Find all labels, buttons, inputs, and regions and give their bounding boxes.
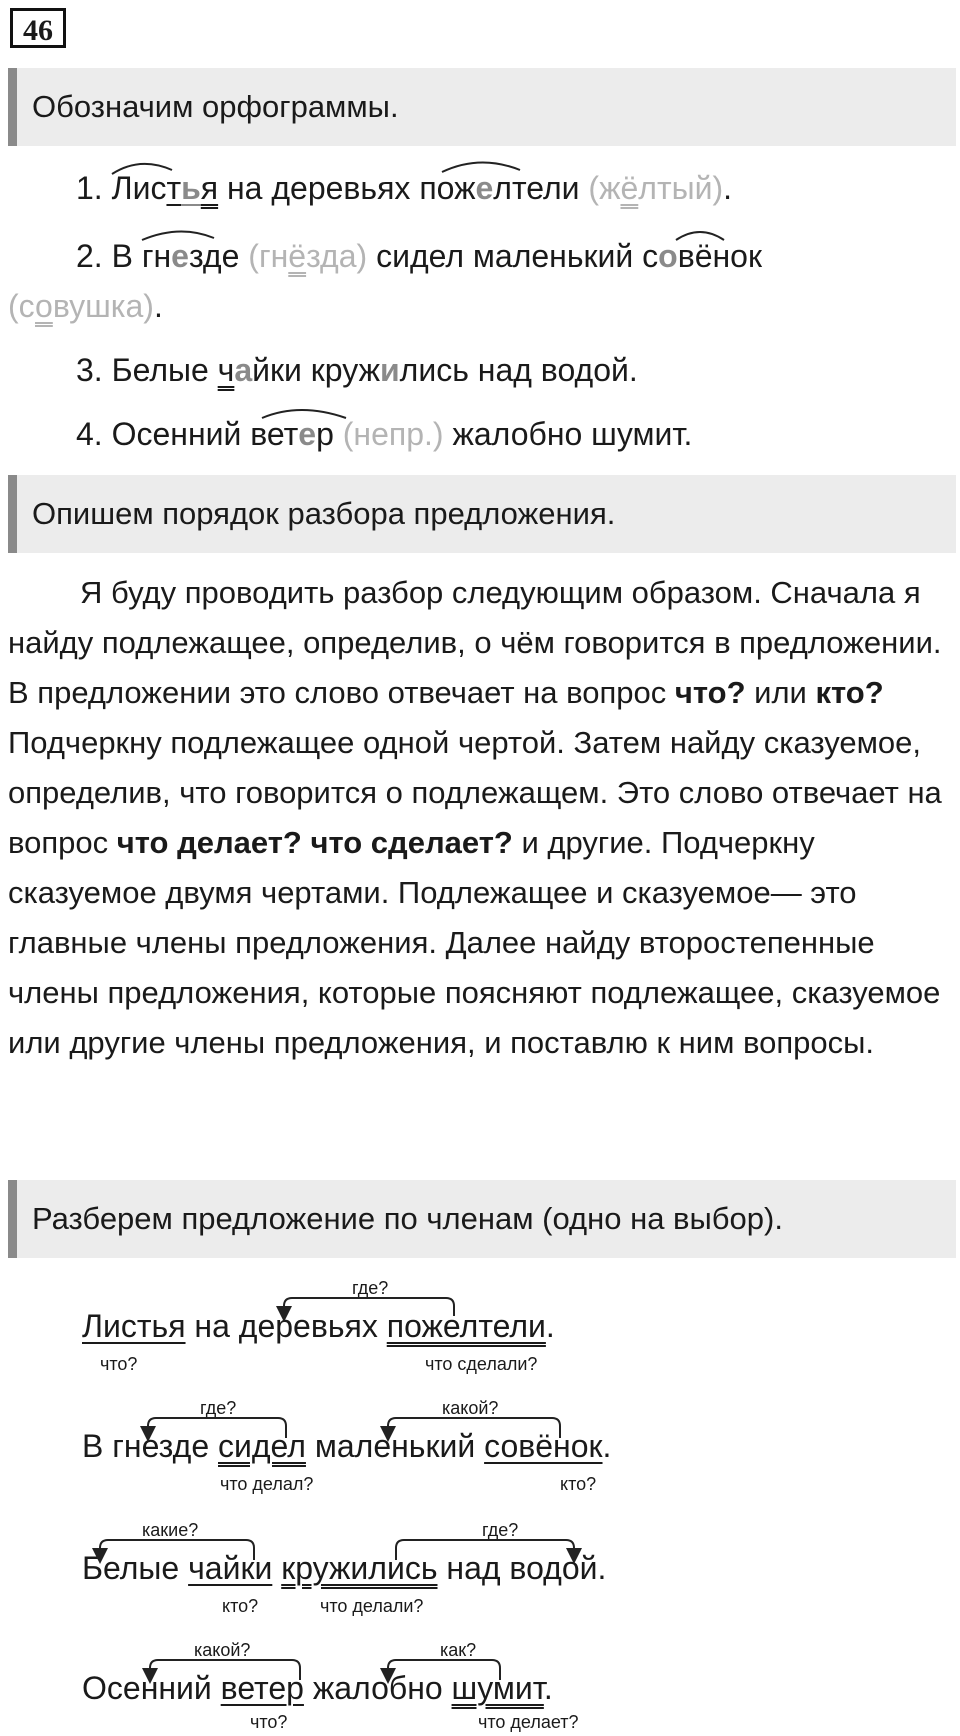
- question-label: где?: [352, 1278, 389, 1298]
- hint-gnezda: (гнёзда): [239, 238, 368, 274]
- orthogram-sentence-1: 1. Листья на деревьях пожелтели (жёлтый).: [76, 170, 733, 206]
- predicate-word: сидел: [218, 1428, 306, 1464]
- parsed-sentence-2: В гнезде сидел маленький совёнок.: [82, 1428, 612, 1464]
- subject-word: совёнок: [484, 1428, 603, 1464]
- word-listya: Листья: [111, 170, 219, 206]
- question-label: что делал?: [220, 1474, 314, 1494]
- question-label: что делает?: [478, 1712, 579, 1732]
- parsed-sentence-4: Осенний ветер жалобно шумит.: [82, 1670, 553, 1706]
- question-label: что сделали?: [425, 1354, 538, 1374]
- predicate-word: кружились: [281, 1550, 438, 1586]
- question-label: какой?: [442, 1398, 499, 1418]
- section-heading-sentence-parsing: [8, 1180, 956, 1258]
- hint-zheltyi: (жёлтый): [588, 170, 724, 206]
- section-heading-text: Опишем порядок разбора предложения.: [32, 496, 616, 531]
- parsed-sentence-3: Белые чайки кружились над водой.: [82, 1550, 607, 1586]
- section-heading-text: Обозначим орфограммы.: [32, 89, 399, 124]
- predicate-word: пожелтели: [386, 1308, 546, 1344]
- subject-word: ветер: [220, 1670, 304, 1706]
- orthogram-sentence-2: 2. В гнезде (гнёзда) сидел маленький совёнок: [76, 238, 762, 274]
- question-label: какой?: [194, 1640, 251, 1660]
- question-label: где?: [200, 1398, 237, 1418]
- subject-word: Листья: [82, 1308, 186, 1344]
- question-label: как?: [440, 1640, 477, 1660]
- subject-word: чайки: [188, 1550, 273, 1586]
- parsing-order-paragraph: Я буду проводить разбор следующим образом. Сначала я найду подлежащее, определив, о чём говорится в предложении. В предложении это слово отвечает на вопрос что? или кто? Подчеркну подлежащее одной чертой. Затем найду сказуемое, определив, что говорится о подлежащем. Это слово отвечает на вопрос что делает? что сделает? и другие. Подчеркну сказуемое двумя чертами. Подлежащее и сказуемое— это главные члены предложения. Далее найду второстепенные члены предложения, которые поясняют подлежащее, сказуемое или другие члены предложения, и поставлю к ним вопросы.: [8, 575, 942, 1060]
- question-label: что?: [100, 1354, 138, 1374]
- orthogram-sentence-2-cont: (совушка).: [8, 288, 163, 324]
- question-label: что делали?: [320, 1596, 424, 1616]
- hint-sovushka: (совушка): [8, 288, 154, 324]
- predicate-word: шумит: [451, 1670, 544, 1706]
- question-label: какие?: [142, 1520, 199, 1540]
- orthogram-sentence-4: 4. Осенний ветер (непр.) жалобно шумит.: [76, 416, 693, 452]
- parsed-sentence-1: Листья на деревьях пожелтели.: [82, 1308, 555, 1344]
- question-label: кто?: [222, 1596, 259, 1616]
- section-heading-text: Разберем предложение по членам (одно на выбор).: [32, 1201, 783, 1236]
- question-label: что?: [250, 1712, 288, 1732]
- question-label: где?: [482, 1520, 519, 1540]
- orthogram-sentence-3: 3. Белые чайки кружились над водой.: [76, 352, 638, 388]
- task-number: 46: [10, 8, 66, 48]
- question-arrows: [0, 1260, 960, 1720]
- section-heading-parsing-order: [8, 475, 956, 553]
- question-label: кто?: [560, 1474, 597, 1494]
- root-arcs: [0, 0, 960, 480]
